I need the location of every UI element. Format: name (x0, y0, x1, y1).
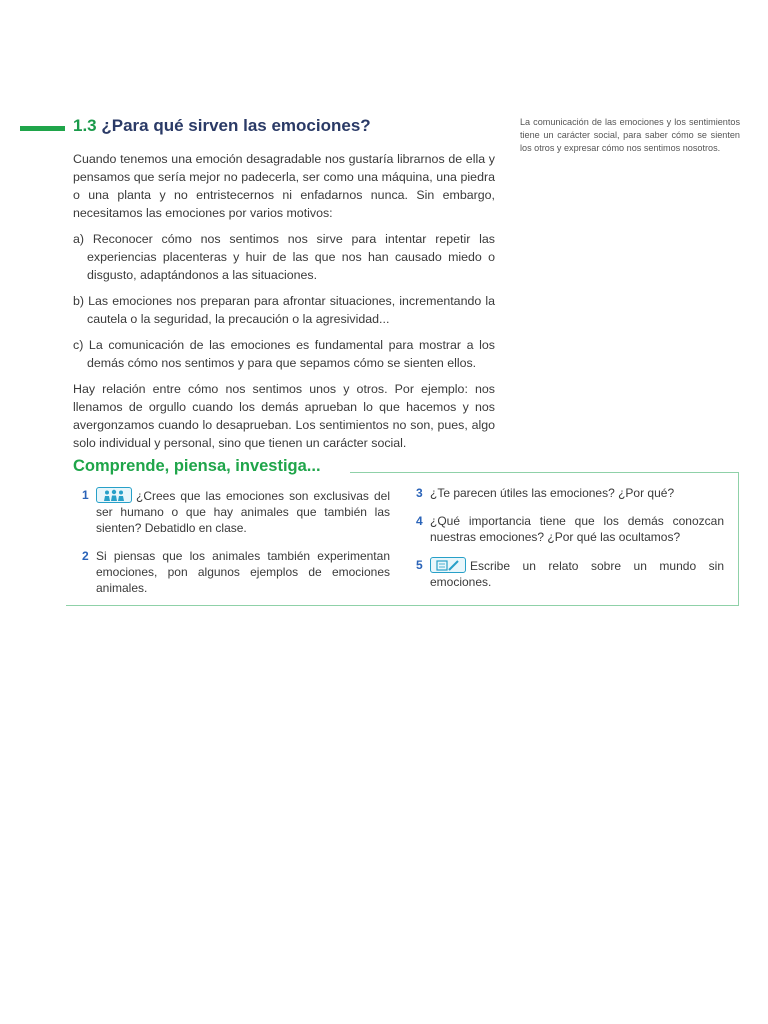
question-number: 5 (416, 558, 423, 572)
question-item (416, 557, 724, 590)
question-item (82, 548, 390, 596)
question-text: ¿Qué importancia tiene que los demás conozcan nuestras emociones? ¿Por qué las ocultamos? (430, 514, 724, 544)
group-discussion-icon (96, 487, 132, 503)
section-title: ¿Para qué sirven las emociones? (101, 116, 371, 135)
section-number: 1.3 (73, 116, 97, 135)
section-heading (73, 116, 371, 136)
activities-column-right (416, 485, 724, 602)
question-text: ¿Crees que las emociones son exclusivas del ser humano o que hay animales que también las sienten? Debatidlo en clase. (96, 489, 390, 535)
question-number: 1 (82, 488, 89, 502)
question-number: 3 (416, 486, 423, 500)
activities-column-left (82, 487, 390, 608)
list-item: b) Las emociones nos preparan para afrontar situaciones, incrementando la cautela o la seguridad, la precaución o la agresividad... (73, 294, 495, 326)
question-item (416, 485, 724, 501)
intro-paragraph: Cuando tenemos una emoción desagradable nos gustaría librarnos de ella y pensamos que sería mejor no padecerla, ser como una máquina, una piedra o una planta y no entristecernos ni enfadarnos nunca. Sin embargo, necesitamos las emociones por varios motivos: (73, 152, 495, 220)
list-item: c) La comunicación de las emociones es fundamental para mostrar a los demás cómo nos sentimos y para que sepamos cómo se sienten ellos. (73, 338, 495, 370)
activities-title: Comprende, piensa, investiga... (73, 457, 321, 475)
closing-paragraph: Hay relación entre cómo nos sentimos unos y otros. Por ejemplo: nos llenamos de orgullo cuando los demás aprueban lo que hacemos y nos avergonzamos cuando lo desaprueban. Los sentimientos no son, pues, algo solo individual y personal, sino que tienen un carácter social. (73, 382, 495, 450)
sidenote: La comunicación de las emociones y los sentimientos tiene un carácter social, para saber cómo se sienten los otros y expresar cómo nos sentimos nosotros. (520, 117, 740, 153)
main-text (73, 150, 495, 460)
question-item (416, 513, 724, 545)
question-number: 2 (82, 549, 89, 563)
question-item (82, 487, 390, 536)
list-item: a) Reconocer cómo nos sentimos nos sirve para intentar repetir las experiencias placenteras y huir de las que nos han causado miedo o disgusto, adaptándonos a las situaciones. (73, 232, 495, 282)
writing-icon (430, 557, 466, 573)
section-accent-bar (20, 126, 65, 131)
question-text: Escribe un relato sobre un mundo sin emociones. (430, 559, 724, 589)
question-text: ¿Te parecen útiles las emociones? ¿Por qué? (430, 486, 675, 500)
question-text: Si piensas que los animales también experimentan emociones, pon algunos ejemplos de emociones animales. (96, 549, 390, 595)
question-number: 4 (416, 514, 423, 528)
